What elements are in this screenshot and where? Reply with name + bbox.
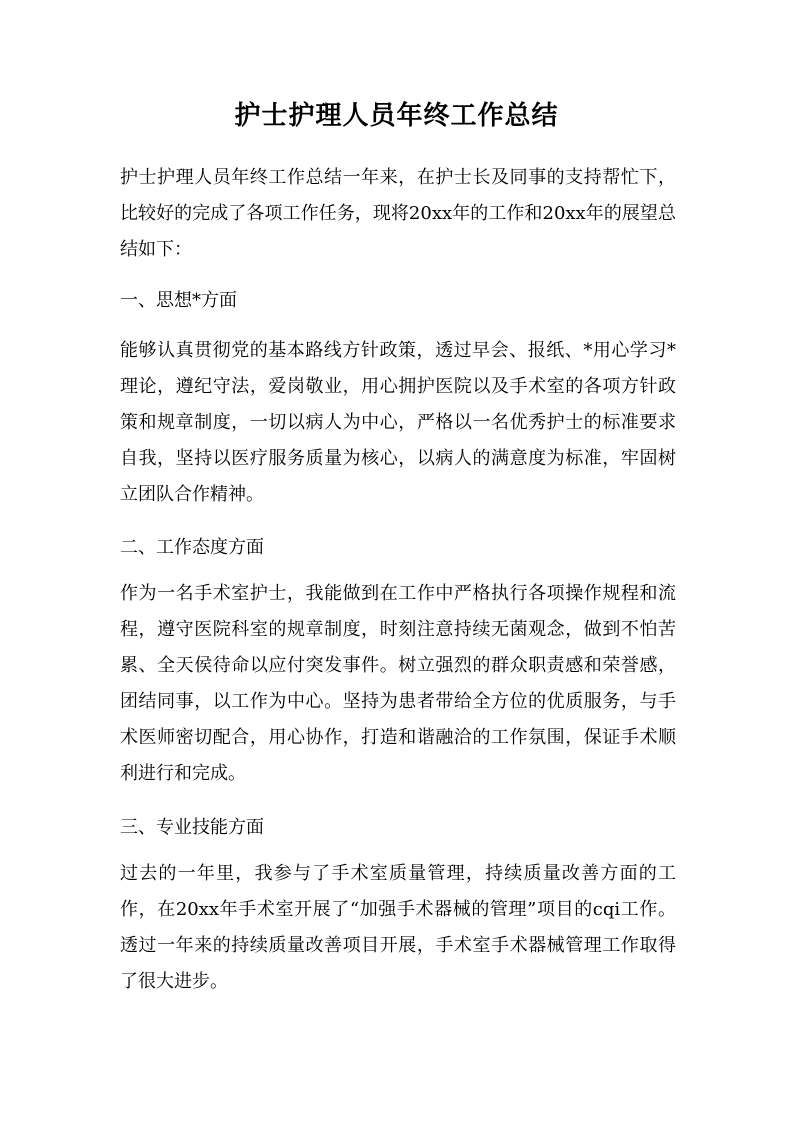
section-heading-thought: 一、思想*方面	[120, 290, 237, 311]
section-heading-attitude: 二、工作态度方面	[120, 537, 264, 558]
section-body-thought: 能够认真贯彻党的基本路线方针政策，透过早会、报纸、*用心学习*理论，遵纪守法，爱岗敬业，用心拥护医院以及手术室的各项方针政策和规章制度，一切以病人为中心，严格以一名优秀护士的标准要求自我，坚持以医疗服务质量为核心，以病人的满意度为标准，牢固树立团队合作精神。	[120, 340, 676, 505]
intro-paragraph: 护士护理人员年终工作总结一年来，在护士长及同事的支持帮忙下，比较好的完成了各项工作任务，现将20xx年的工作和20xx年的展望总结如下：	[120, 167, 676, 260]
section-heading-skills: 三、专业技能方面	[120, 817, 264, 838]
document-title: 护士护理人员年终工作总结	[234, 101, 559, 131]
section-body-skills: 过去的一年里，我参与了手术室质量管理，持续质量改善方面的工作，在20xx年手术室开展了“加强手术器械的管理”项目的cqi工作。透过一年来的持续质量改善项目开展，手术室手术器械管理工作取得了很大进步。	[120, 863, 676, 992]
section-body-attitude: 作为一名手术室护士，我能做到在工作中严格执行各项操作规程和流程，遵守医院科室的规章制度，时刻注意持续无菌观念，做到不怕苦累、全天侯待命以应付突发事件。树立强烈的群众职责感和荣誉感，团结同事，以工作为中心。坚持为患者带给全方位的优质服务，与手术医师密切配合，用心协作，打造和谐融洽的工作氛围，保证手术顺利进行和完成。	[120, 583, 676, 784]
